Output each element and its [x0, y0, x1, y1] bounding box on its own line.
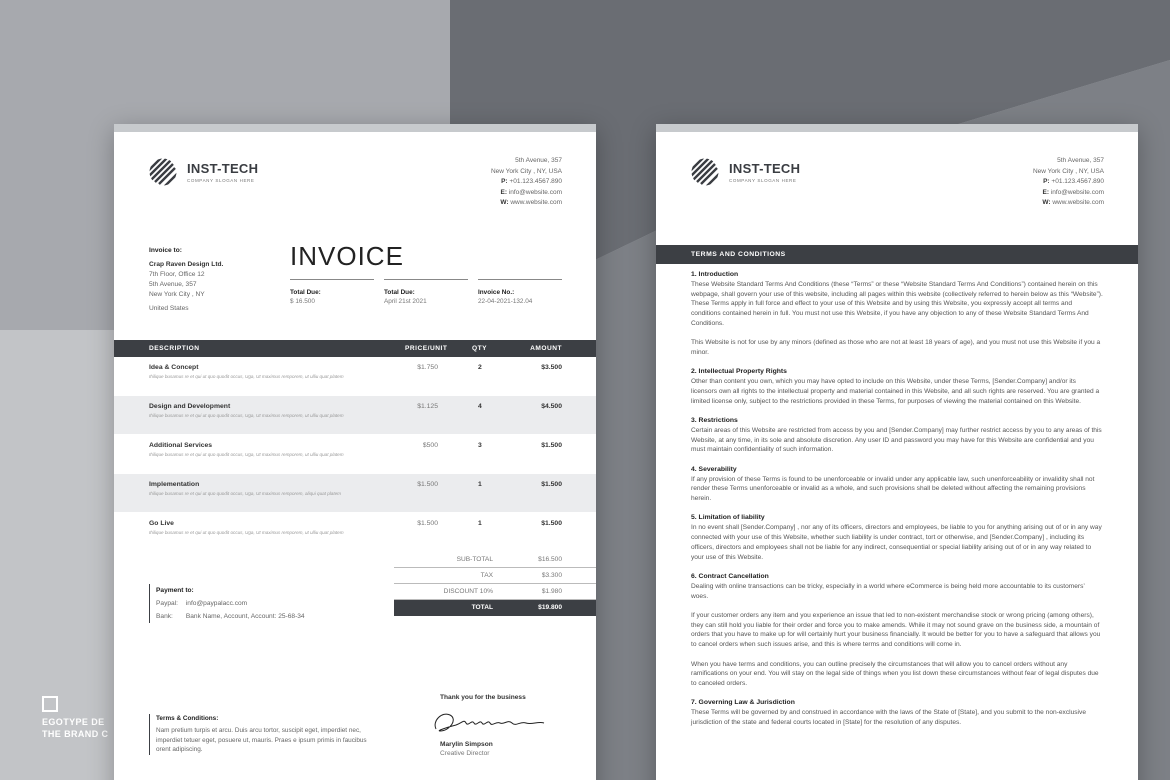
invoice-no-value: 22-04-2021-132.04 — [478, 298, 533, 305]
terms-heading-bar: TERMS AND CONDITIONS — [656, 245, 1138, 264]
web-label: W: — [1042, 199, 1051, 207]
item-qty: 2 — [478, 364, 482, 371]
paypal-value: info@paypalacc.com — [185, 600, 248, 607]
watermark — [42, 696, 108, 740]
item-price: $1.750 — [417, 364, 438, 371]
section-paragraph: If any provision of these Terms is found to be unenforceable or invalid under any applicable law, such unenforceability or invalidity shall not render these Terms unenforceable or invalid as a whole, and such provisions shall be deleted without affecting the remaining provisions herein. — [691, 475, 1095, 503]
terms-section — [691, 513, 1103, 562]
section-title: 3. Restrictions — [691, 417, 738, 425]
payment-block — [149, 584, 305, 623]
date-value: April 21st 2021 — [384, 298, 427, 305]
terms-block — [149, 714, 369, 755]
subtotal-label: SUB-TOTAL — [456, 556, 493, 563]
brand-slogan: COMPANY SLOGAN HERE — [187, 178, 255, 183]
item-name: Go Live — [149, 520, 174, 527]
item-name: Implementation — [149, 481, 200, 488]
signer-name: Marylin Simpson — [440, 741, 493, 748]
item-price: $1.125 — [417, 403, 438, 410]
section-paragraph: These Terms will be governed by and construed in accordance with the laws of the State of [State], and you submit to the non-exclusive jurisdiction of the state and federal courts located in [State] for the resolution of any disputes. — [691, 709, 1086, 726]
item-price: $500 — [422, 442, 438, 449]
total-due-label: Total Due: — [290, 289, 321, 296]
terms-text: Nam pretium turpis et arcu. Duis arcu tortor, suscipit eget, imperdiet nec, imperdiet tetuer eget, posuere ut, mauris. Praes e ipsum primis in faucibus orent adipiscing. — [156, 727, 367, 754]
discount-value: $1.980 — [541, 588, 562, 595]
tax-label: TAX — [480, 572, 493, 579]
brand-slogan: COMPANY SLOGAN HERE — [729, 178, 797, 183]
brand-name: INST-TECH — [187, 161, 259, 176]
meta-invoice-no — [478, 279, 562, 305]
terms-label: Terms & Conditions: — [156, 715, 219, 722]
subtotal-value: $16.500 — [538, 556, 562, 563]
total-due-value: $ 16.500 — [290, 298, 315, 305]
section-paragraph: Other than content you own, which you may have opted to include on this Website, under these Terms, [Sender.Company] and/or its licensors own all rights to the intellectual property and material contained in this Website, and all such rights are reserved. You are granted a limited license only, subject to the restrictions provided in these Terms, for purposes of viewing the material contained on this Website. — [691, 378, 1100, 405]
item-amount: $1.500 — [541, 520, 562, 527]
striped-circle-logo-icon — [691, 158, 719, 186]
discount-row — [394, 584, 596, 600]
total-value: $19.800 — [538, 604, 562, 611]
section-paragraph: Dealing with online transactions can be tricky, especially in a world where eCommerce is being held more accountable to its customers’ woes. — [691, 582, 1085, 600]
section-title: 5. Limitation of liability — [691, 514, 765, 522]
item-description: Ihilique busamus re et qui ut quo quodit occus, Uga, Ut maximus remporem, ut ulliu quat platem — [149, 413, 344, 418]
table-row — [114, 513, 596, 551]
table-row — [114, 474, 596, 512]
item-description: Ihilique busamus re et qui ut quo quodit occus, Uga, Ut maximus remporem, ut ulliu quat platem — [149, 530, 344, 535]
email-value: info@website.com — [1050, 188, 1104, 196]
item-description: Ihilique busamus re et qui ut quo quodit occus, Uga, Ut maximus remporem, ut ulliu quat platem — [149, 374, 344, 379]
page-top-bar — [114, 124, 596, 132]
bank-label: Bank: — [156, 613, 173, 620]
subtotal-row — [394, 552, 596, 568]
item-amount: $1.500 — [541, 481, 562, 488]
section-paragraph: This Website is not for use by any minors (defined as those who are not at least 18 years of age), and you must not use this Website if you a minor. — [691, 339, 1101, 357]
section-title: 7. Governing Law & Jurisdiction — [691, 699, 795, 707]
email-label: E: — [1042, 188, 1049, 196]
company-address — [491, 156, 562, 209]
terms-section — [691, 465, 1103, 504]
item-name: Additional Services — [149, 442, 213, 449]
bill-to-line2: 5th Avenue, 357 — [149, 281, 197, 288]
item-qty: 1 — [478, 481, 482, 488]
section-paragraph: Certain areas of this Website are restricted from access by you and [Sender.Company] may further restrict access by you to any areas of this Website, at any time, in its sole and absolute discretion. Any user ID and password you may have for this Website are confidential and you must maintain confidentiality of such information. — [691, 426, 1102, 454]
thanks-text: Thank you for the business — [440, 694, 526, 701]
item-amount: $1.500 — [541, 442, 562, 449]
web-value: www.website.com — [510, 199, 562, 207]
terms-section — [691, 367, 1103, 406]
signature-block — [440, 694, 548, 757]
phone-label: P: — [1043, 178, 1050, 186]
handwritten-signature-icon — [428, 705, 548, 739]
address-city: New York City , NY, USA — [490, 167, 562, 175]
brand-logo — [691, 158, 800, 186]
header-description: DESCRIPTION — [149, 345, 200, 352]
item-price: $1.500 — [417, 481, 438, 488]
bill-to-line1: 7th Floor, Office 12 — [149, 271, 205, 278]
invoice-no-label: Invoice No.: — [478, 289, 515, 296]
date-label: Total Due: — [384, 289, 415, 296]
phone-label: P: — [501, 178, 508, 186]
address-street: 5th Avenue, 357 — [515, 157, 562, 164]
address-street: 5th Avenue, 357 — [1057, 157, 1104, 164]
header-price: PRICE/UNIT — [405, 345, 448, 352]
section-paragraph: When you have terms and conditions, you can outline precisely the circumstances that will allow you to cancel orders without any ramifications on your end. You will stay on the legal side of things when you list down these circumstances without fear of legal disputes due to canceled orders. — [691, 660, 1099, 688]
watermark-line-2: THE BRAND C — [42, 729, 109, 739]
tax-value: $3.300 — [541, 572, 562, 579]
section-paragraph: If your customer orders any item and you experience an issue that led to non-existent merchandise stock or wrong pricing (among others), they can still hold you liable for their order and force you to make amends. While it may not sound grave on the business side, a mountain of orders that you have to make up for will certainly hurt your business financially. It would be better for you to have a safeguard that allows you to cancel orders when such issues arise, and this is where terms and conditions will come in. — [691, 611, 1101, 649]
invoice-page — [114, 124, 596, 780]
item-price: $1.500 — [417, 520, 438, 527]
company-address — [1033, 156, 1104, 209]
web-value: www.website.com — [1052, 199, 1104, 207]
total-label: TOTAL — [471, 604, 493, 611]
terms-section — [691, 416, 1103, 455]
item-name: Design and Development — [149, 403, 231, 410]
email-label: E: — [500, 188, 507, 196]
web-label: W: — [500, 199, 509, 207]
address-city: New York City , NY, USA — [1032, 167, 1104, 175]
header-qty: QTY — [472, 345, 488, 352]
table-row — [114, 396, 596, 434]
item-amount: $4.500 — [541, 403, 562, 410]
bill-to-block — [149, 246, 223, 314]
bill-to-company: Crap Raven Design Ltd. — [149, 261, 224, 268]
meta-date — [384, 279, 468, 305]
bill-to-line3: New York City , NY — [149, 291, 205, 298]
signer-title: Creative Director — [440, 750, 490, 757]
section-paragraph: In no event shall [Sender.Company] , nor any of its officers, directors and employees, be liable to you for anything arising out of or in any way connected with your use of this Website, whether such liability is under contract, tort or otherwise, and [Sender.Company] , including its officers, directors and employees shall not be liable for any indirect, consequential or special liability arising out of or in any way related to your use of this Website. — [691, 524, 1102, 561]
terms-section — [691, 698, 1103, 727]
bank-value: Bank Name, Account, Account: 25-68-34 — [185, 613, 305, 620]
invoice-title: INVOICE — [290, 241, 404, 271]
items-table-header — [114, 340, 596, 357]
watermark-logo-icon — [42, 696, 58, 712]
brand-name: INST-TECH — [729, 161, 801, 176]
payment-label: Payment to: — [156, 587, 194, 594]
total-row — [394, 600, 596, 616]
section-paragraph: These Website Standard Terms And Conditions (these “Terms” or these “Website Standard Terms And Conditions”) contained herein on this webpage, shall govern your use of this website, including all pages within this website (collectively referred to herein below as this “Website”). These Terms apply in full force and effect to your use of this Website and by using this Website, you expressly accept all terms and conditions contained herein in full. You must not use this Website, if you have any objection to any of these Website Standard Terms And Conditions. — [691, 280, 1103, 327]
meta-total-due — [290, 279, 374, 305]
section-title: 2. Intellectual Property Rights — [691, 368, 787, 376]
terms-page — [656, 124, 1138, 780]
terms-section — [691, 572, 1103, 689]
tax-row — [394, 568, 596, 584]
phone-value: +01.123.4567.890 — [1051, 178, 1104, 186]
item-description: Ihilique busamus re et qui ut quo quodit occus, Uga, Ut maximus remporem, aliqui quat platem — [149, 491, 342, 496]
item-qty: 3 — [478, 442, 482, 449]
terms-section — [691, 270, 1103, 358]
bill-to-label: Invoice to: — [149, 247, 182, 254]
item-name: Idea & Concept — [149, 364, 199, 371]
paypal-label: Paypal: — [156, 600, 178, 607]
terms-body — [691, 270, 1103, 737]
item-qty: 4 — [478, 403, 482, 410]
section-title: 1. Introduction — [691, 271, 739, 278]
table-row — [114, 435, 596, 473]
discount-label: DISCOUNT 10% — [443, 588, 493, 595]
bill-to-country: United States — [149, 305, 189, 312]
item-qty: 1 — [478, 520, 482, 527]
brand-logo — [149, 158, 258, 186]
watermark-line-1: EGOTYPE DE — [42, 717, 105, 727]
item-amount: $3.500 — [541, 364, 562, 371]
section-title: 4. Severability — [691, 465, 737, 473]
table-row — [114, 357, 596, 395]
item-description: Ihilique busamus re et qui ut quo quodit occus, Uga, Ut maximus remporem, ut ulliu quat platem — [149, 452, 344, 457]
email-value: info@website.com — [508, 188, 562, 196]
page-top-bar — [656, 124, 1138, 132]
header-amount: AMOUNT — [530, 345, 562, 352]
section-title: 6. Contract Cancellation — [691, 572, 769, 580]
striped-circle-logo-icon — [149, 158, 177, 186]
phone-value: +01.123.4567.890 — [509, 178, 562, 186]
